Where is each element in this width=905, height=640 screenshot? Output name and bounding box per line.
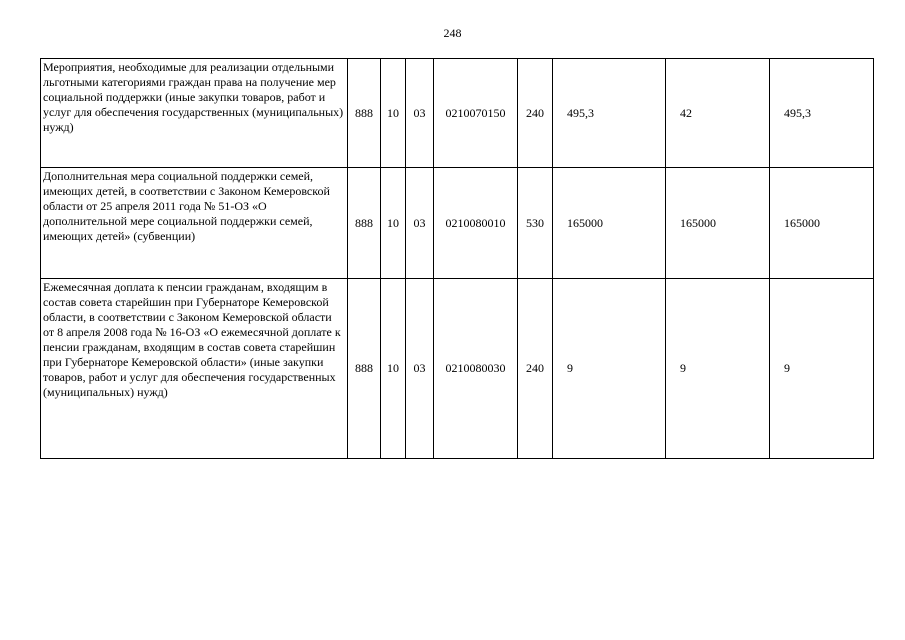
- amount-year-3: 165000: [770, 168, 874, 279]
- row-description: Дополнительная мера социальной поддержки семей, имеющих детей, в соответствии с Законом Кемеровской области от 25 апреля 2011 года № 51-ОЗ «О дополнительной мере социальной поддержки семей, имеющих детей» (субвенции): [41, 168, 348, 279]
- budget-table: [40, 58, 874, 459]
- row-description: Мероприятия, необходимые для реализации отдельными льготными категориями граждан права на получение мер социальной поддержки (иные закупки товаров, работ и услуг для обеспечения государственных (муниципальных) нужд): [41, 59, 348, 168]
- table-row: [41, 168, 874, 279]
- amount-year-2: 9: [666, 279, 770, 459]
- expense-type-code: 530: [518, 168, 553, 279]
- amount-year-2: 42: [666, 59, 770, 168]
- subsection-code: 03: [406, 279, 434, 459]
- ministry-code: 888: [348, 279, 381, 459]
- target-item-code: 0210080010: [434, 168, 518, 279]
- section-code: 10: [381, 168, 406, 279]
- amount-year-3: 9: [770, 279, 874, 459]
- section-code: 10: [381, 279, 406, 459]
- amount-year-3: 495,3: [770, 59, 874, 168]
- amount-year-1: 165000: [553, 168, 666, 279]
- expense-type-code: 240: [518, 279, 553, 459]
- target-item-code: 0210080030: [434, 279, 518, 459]
- table-row: [41, 279, 874, 459]
- page-number: 248: [443, 26, 462, 40]
- amount-year-1: 495,3: [553, 59, 666, 168]
- ministry-code: 888: [348, 168, 381, 279]
- section-code: 10: [381, 59, 406, 168]
- subsection-code: 03: [406, 59, 434, 168]
- amount-year-2: 165000: [666, 168, 770, 279]
- table-row: [41, 59, 874, 168]
- row-description: Ежемесячная доплата к пенсии гражданам, входящим в состав совета старейшин при Губернаторе Кемеровской области, в соответствии с Законом Кемеровской области от 8 апреля 2008 года № 16-ОЗ «О ежемесячной доплате к пенсии гражданам, входящим в состав совета старейшин при Губернаторе Кемеровской области» (иные закупки товаров, работ и услуг для обеспечения государственных (муниципальных) нужд): [41, 279, 348, 459]
- target-item-code: 0210070150: [434, 59, 518, 168]
- subsection-code: 03: [406, 168, 434, 279]
- expense-type-code: 240: [518, 59, 553, 168]
- ministry-code: 888: [348, 59, 381, 168]
- amount-year-1: 9: [553, 279, 666, 459]
